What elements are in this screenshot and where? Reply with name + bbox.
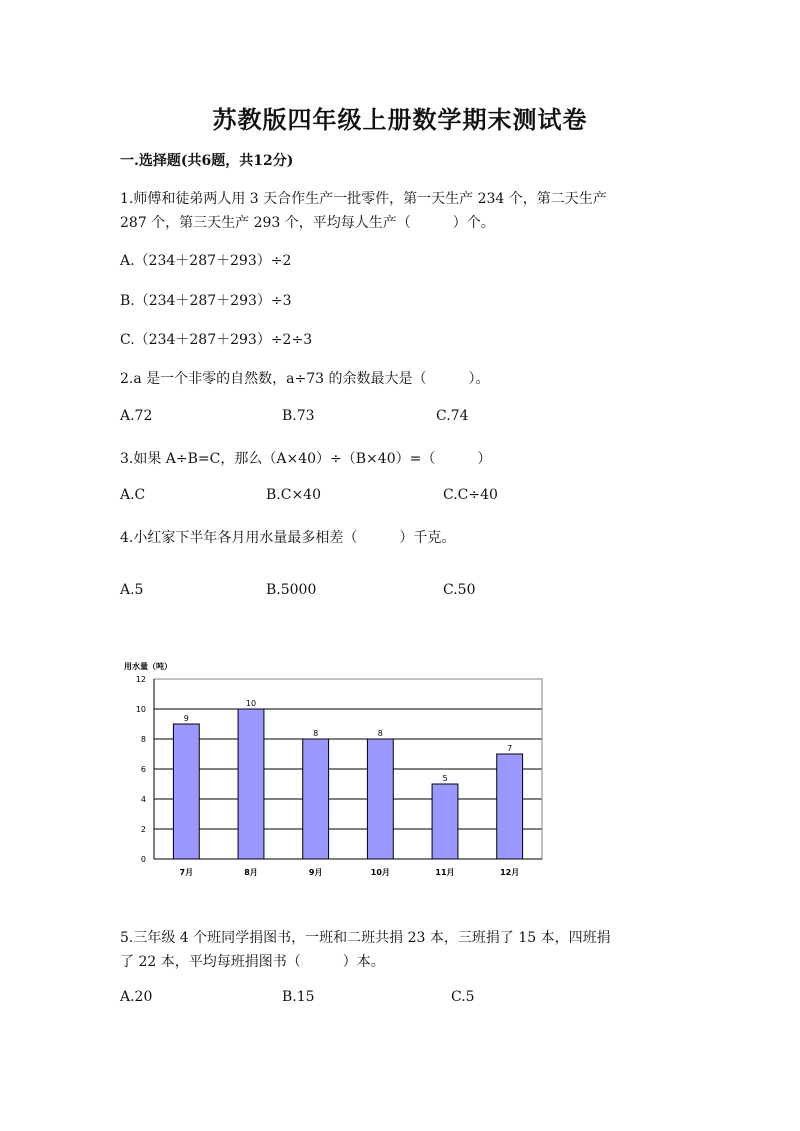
- question-1-option-c: C.（234＋287＋293）÷2÷3: [120, 332, 313, 348]
- data-label-0: 9: [183, 714, 189, 723]
- question-4-option-b: B.5000: [266, 582, 317, 598]
- data-label-3: 8: [377, 729, 383, 738]
- question-4-line-1: 4.小红家下半年各月用水量最多相差（ ）千克。: [120, 530, 456, 546]
- question-5-line-1: 5.三年级 4 个班同学捐图书，一班和二班共捐 23 本，三班捐了 15 本，四班捐: [120, 930, 611, 946]
- x-tick-label-3: 10月: [370, 868, 390, 877]
- question-3-option-a: A.C: [120, 487, 146, 503]
- x-tick-label-5: 12月: [500, 868, 520, 877]
- question-3-option-c: C.C÷40: [443, 487, 498, 503]
- question-2-line-1: 2.a 是一个非零的自然数，a÷73 的余数最大是（ ）。: [120, 371, 490, 387]
- data-label-2: 8: [313, 729, 319, 738]
- question-1-option-a: A.（234＋287＋293）÷2: [120, 253, 292, 269]
- bar-0: [173, 724, 199, 859]
- question-2-option-a: A.72: [120, 408, 153, 424]
- question-2-option-c: C.74: [436, 408, 469, 424]
- bar-3: [367, 739, 393, 859]
- x-tick-label-0: 7月: [179, 868, 194, 877]
- bar-2: [303, 739, 329, 859]
- y-tick-label-2: 2: [140, 825, 146, 834]
- question-1-line-2: 287 个，第三天生产 293 个，平均每人生产（ ）个。: [120, 215, 495, 231]
- question-3-option-b: B.C×40: [266, 487, 321, 503]
- x-tick-label-4: 11月: [435, 868, 455, 877]
- question-3-line-1: 3.如果 A÷B=C，那么（A×40）÷（B×40）=（ ）: [120, 451, 492, 467]
- y-tick-label-0: 0: [140, 855, 146, 864]
- question-1-line-1: 1.师傅和徒弟两人用 3 天合作生产一批零件，第一天生产 234 个，第二天生产: [120, 191, 607, 207]
- y-tick-label-8: 8: [140, 735, 146, 744]
- y-tick-label-4: 4: [140, 795, 146, 804]
- page-title: 苏教版四年级上册数学期末测试卷: [212, 105, 588, 134]
- y-tick-label-12: 12: [135, 675, 146, 684]
- x-tick-label-2: 9月: [308, 868, 323, 877]
- x-tick-label-1: 8月: [244, 868, 258, 877]
- section-heading: 一.选择题(共6题，共12分): [120, 153, 294, 169]
- y-axis-label: 用水量（吨）: [124, 662, 172, 671]
- question-5-option-b: B.15: [282, 989, 315, 1005]
- question-4-option-a: A.5: [120, 582, 144, 598]
- question-5-option-a: A.20: [120, 989, 153, 1005]
- bar-4: [432, 784, 458, 859]
- y-tick-label-6: 6: [140, 765, 146, 774]
- question-1-option-b: B.（234＋287＋293）÷3: [120, 293, 292, 309]
- question-2-option-b: B.73: [282, 408, 315, 424]
- bar-1: [238, 709, 264, 859]
- water-usage-bar-chart: [118, 655, 558, 885]
- question-5-option-c: C.5: [451, 989, 475, 1005]
- data-label-5: 7: [507, 744, 513, 753]
- question-5-line-2: 了 22 本，平均每班捐图书（ ）本。: [120, 954, 385, 970]
- question-4-option-c: C.50: [443, 582, 476, 598]
- y-tick-label-10: 10: [135, 705, 146, 714]
- bar-5: [497, 754, 523, 859]
- data-label-4: 5: [442, 774, 448, 783]
- data-label-1: 10: [245, 699, 257, 708]
